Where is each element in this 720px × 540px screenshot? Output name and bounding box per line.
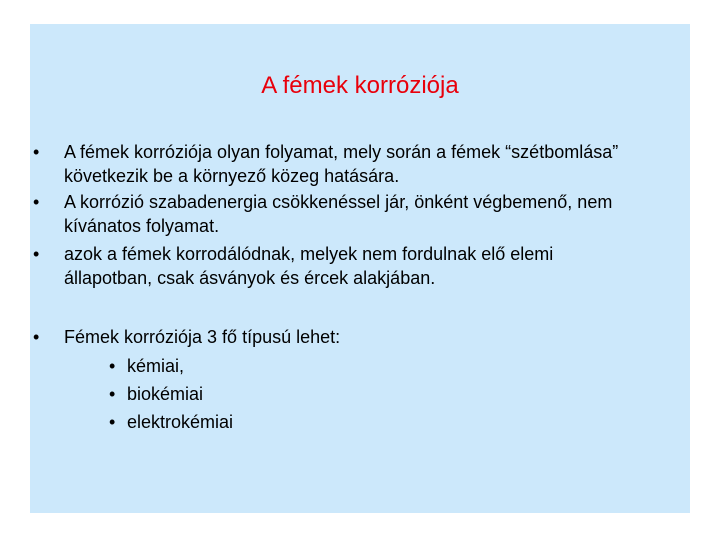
bullet-text-line: következik be a környező közeg hatására.: [64, 166, 400, 186]
bullet-dot: •: [33, 244, 40, 264]
bullet-text-line: A fémek korróziója olyan folyamat, mely során a fémek “szétbomlása”: [64, 142, 619, 162]
bullet-dot: •: [33, 327, 40, 347]
sub-bullet-text: biokémiai: [127, 384, 204, 404]
bullet-text-line: A korrózió szabadenergia csökkenéssel jár, önként végbemenő, nem: [64, 192, 613, 212]
bullet-text-line: azok a fémek korrodálódnak, melyek nem fordulnak elő elemi: [64, 244, 554, 264]
slide-title: A fémek korróziója: [261, 72, 459, 99]
sub-bullet-text: elektrokémiai: [127, 412, 234, 432]
sub-bullet-text: kémiai,: [127, 356, 185, 376]
bullet-text-line: kívánatos folyamat.: [64, 216, 220, 236]
bullet-text-line: állapotban, csak ásványok és ércek alakjában.: [64, 268, 436, 288]
sub-bullet-dot: •: [109, 384, 116, 404]
bullet-dot: •: [33, 142, 40, 162]
sub-bullet-dot: •: [109, 356, 116, 376]
bullet-text-line: Fémek korróziója 3 fő típusú lehet:: [64, 327, 341, 347]
sub-bullet-dot: •: [109, 412, 116, 432]
bullet-dot: •: [33, 192, 40, 212]
